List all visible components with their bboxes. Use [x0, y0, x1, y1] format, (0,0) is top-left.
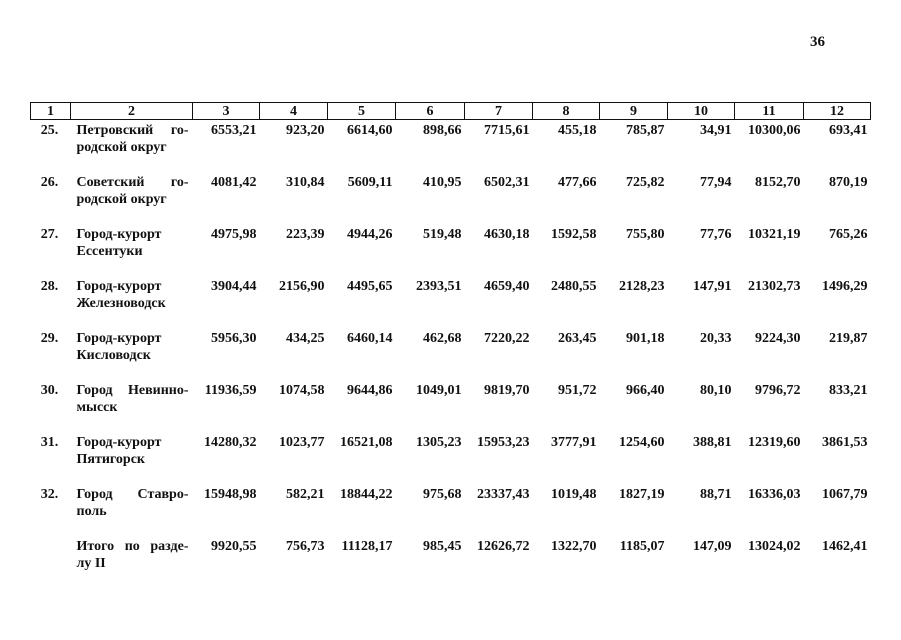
column-header: 2 — [71, 103, 193, 120]
row-name: Город-курорт Кисловодск — [76, 331, 162, 363]
row-name: Город-курорт Ессентуки — [76, 227, 162, 259]
table-cell: 10321,19 — [748, 227, 801, 242]
table-cell: 1827,19 — [619, 487, 665, 502]
table-cell: 7715,61 — [484, 123, 530, 138]
row-name: Город Невинно-мысск — [76, 383, 189, 415]
table-cell: 519,48 — [423, 227, 462, 242]
table-cell: 3904,44 — [211, 279, 257, 294]
column-header: 5 — [328, 103, 396, 120]
table-cell: 1185,07 — [619, 539, 665, 554]
table-cell: 9819,70 — [484, 383, 530, 398]
table-row — [31, 172, 871, 224]
table-cell: 1305,23 — [416, 435, 462, 450]
table-cell: 870,19 — [829, 175, 868, 190]
row-name: Итого по разде-лу II — [76, 539, 189, 571]
table-cell: 2156,90 — [279, 279, 325, 294]
table-cell: 16521,08 — [340, 435, 393, 450]
row-name: Советский го-родской округ — [76, 175, 189, 207]
row-name: Петровский го-родской округ — [76, 123, 189, 155]
column-header: 8 — [533, 103, 600, 120]
table-cell: 16336,03 — [748, 487, 801, 502]
row-number: 27. — [40, 227, 59, 242]
table-cell: 410,95 — [423, 175, 462, 190]
table-cell: 1592,58 — [551, 227, 597, 242]
row-number: 28. — [40, 279, 59, 294]
table-cell: 6502,31 — [484, 175, 530, 190]
table-row — [31, 120, 871, 173]
row-number: 32. — [40, 487, 59, 502]
data-table — [30, 102, 871, 582]
table-cell: 975,68 — [423, 487, 462, 502]
table-cell: 1254,60 — [619, 435, 665, 450]
table-cell: 18844,22 — [340, 487, 393, 502]
table-cell: 219,87 — [829, 331, 868, 346]
table-cell: 756,73 — [286, 539, 325, 554]
row-number: 26. — [40, 175, 59, 190]
table-cell: 455,18 — [558, 123, 597, 138]
row-number: 29. — [40, 331, 59, 346]
column-header: 12 — [804, 103, 871, 120]
table-cell: 7220,22 — [484, 331, 530, 346]
table-cell: 1496,29 — [822, 279, 868, 294]
table-cell: 147,91 — [693, 279, 732, 294]
table-cell: 263,45 — [558, 331, 597, 346]
table-body — [31, 120, 871, 583]
table-cell: 1067,79 — [822, 487, 868, 502]
table-cell: 2480,55 — [551, 279, 597, 294]
table-cell: 985,45 — [423, 539, 462, 554]
table-cell: 21302,73 — [748, 279, 801, 294]
table-cell: 77,94 — [700, 175, 732, 190]
table-cell: 1019,48 — [551, 487, 597, 502]
table-cell: 310,84 — [286, 175, 325, 190]
table-cell: 8152,70 — [755, 175, 801, 190]
column-header: 6 — [396, 103, 465, 120]
table-cell: 9644,86 — [347, 383, 393, 398]
table-cell: 833,21 — [829, 383, 868, 398]
row-name: Город-курорт Железноводск — [76, 279, 166, 311]
table-cell: 6553,21 — [211, 123, 257, 138]
table-cell: 23337,43 — [477, 487, 530, 502]
table-row — [31, 432, 871, 484]
table-cell: 388,81 — [693, 435, 732, 450]
table-cell: 693,41 — [829, 123, 868, 138]
table-row — [31, 380, 871, 432]
table-cell: 6614,60 — [347, 123, 393, 138]
table-cell: 80,10 — [700, 383, 732, 398]
table-cell: 4944,26 — [347, 227, 393, 242]
table-cell: 4630,18 — [484, 227, 530, 242]
table-cell: 10300,06 — [748, 123, 801, 138]
row-number — [31, 536, 71, 582]
table-cell: 4081,42 — [211, 175, 257, 190]
table-cell: 15948,98 — [204, 487, 257, 502]
table-cell: 765,26 — [829, 227, 868, 242]
table-cell: 13024,02 — [748, 539, 801, 554]
table-cell: 88,71 — [700, 487, 732, 502]
table-cell: 6460,14 — [347, 331, 393, 346]
row-number: 25. — [40, 123, 59, 138]
table-cell: 755,80 — [626, 227, 665, 242]
table-cell: 477,66 — [558, 175, 597, 190]
table-cell: 898,66 — [423, 123, 462, 138]
table-cell: 147,09 — [693, 539, 732, 554]
table-cell: 1023,77 — [279, 435, 325, 450]
table-cell: 9796,72 — [755, 383, 801, 398]
table-cell: 582,21 — [286, 487, 325, 502]
table-row — [31, 328, 871, 380]
table-cell: 3777,91 — [551, 435, 597, 450]
table-cell: 725,82 — [626, 175, 665, 190]
table-cell: 9920,55 — [211, 539, 257, 554]
row-name: Город Ставро-поль — [76, 487, 189, 519]
table-row — [31, 224, 871, 276]
table-cell: 1074,58 — [279, 383, 325, 398]
table-cell: 12319,60 — [748, 435, 801, 450]
row-name: Город-курорт Пятигорск — [76, 435, 162, 467]
table-cell: 901,18 — [626, 331, 665, 346]
column-header: 10 — [668, 103, 735, 120]
row-number: 31. — [40, 435, 59, 450]
table-cell: 4495,65 — [347, 279, 393, 294]
table-cell: 434,25 — [286, 331, 325, 346]
table-cell: 785,87 — [626, 123, 665, 138]
table-cell: 1322,70 — [551, 539, 597, 554]
table-cell: 4659,40 — [484, 279, 530, 294]
table-cell: 966,40 — [626, 383, 665, 398]
table-cell: 11936,59 — [204, 383, 257, 398]
table-cell: 462,68 — [423, 331, 462, 346]
table-cell: 15953,23 — [477, 435, 530, 450]
column-header: 4 — [260, 103, 328, 120]
column-header: 7 — [465, 103, 533, 120]
header-row — [31, 103, 871, 120]
column-header: 1 — [31, 103, 71, 120]
page-number: 36 — [810, 34, 825, 50]
table-cell: 2393,51 — [416, 279, 462, 294]
table-row — [31, 536, 871, 582]
table-cell: 77,76 — [700, 227, 732, 242]
table-cell: 5956,30 — [211, 331, 257, 346]
column-header: 3 — [193, 103, 260, 120]
table-cell: 951,72 — [558, 383, 597, 398]
table-header — [31, 103, 871, 120]
column-header: 9 — [600, 103, 668, 120]
table-cell: 5609,11 — [347, 175, 393, 190]
table-cell: 1462,41 — [822, 539, 868, 554]
table-cell: 3861,53 — [822, 435, 868, 450]
table-cell: 12626,72 — [477, 539, 530, 554]
table-cell: 2128,23 — [619, 279, 665, 294]
table-row — [31, 484, 871, 536]
table-cell: 11128,17 — [341, 539, 393, 554]
table-cell: 923,20 — [286, 123, 325, 138]
table-cell: 223,39 — [286, 227, 325, 242]
table-cell: 20,33 — [700, 331, 732, 346]
table-row — [31, 276, 871, 328]
row-number: 30. — [40, 383, 59, 398]
column-header: 11 — [735, 103, 804, 120]
table-cell: 9224,30 — [755, 331, 801, 346]
table-cell: 34,91 — [700, 123, 732, 138]
table-cell: 14280,32 — [204, 435, 257, 450]
table-cell: 1049,01 — [416, 383, 462, 398]
table-cell: 4975,98 — [211, 227, 257, 242]
